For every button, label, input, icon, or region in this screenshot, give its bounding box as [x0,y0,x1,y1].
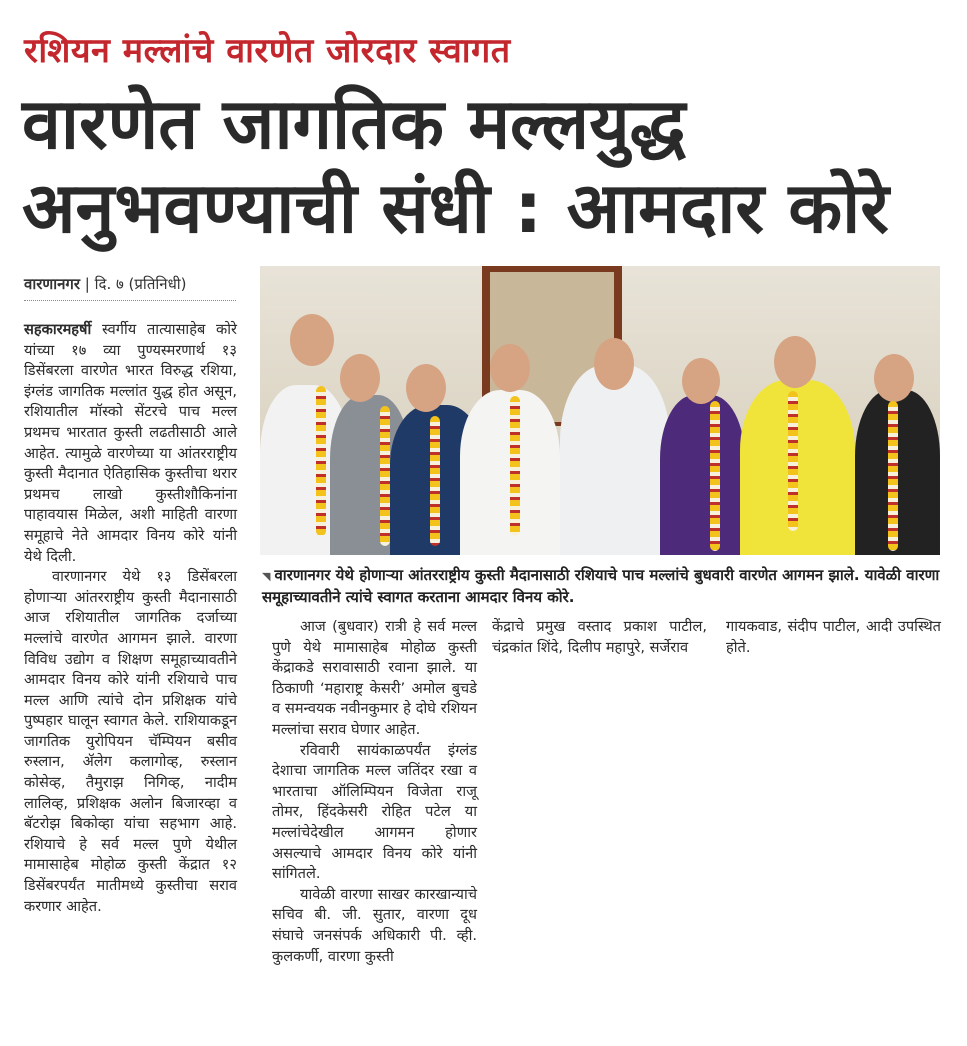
dateline [24,274,187,294]
lead-bold: सहकारमहर्षी [24,321,92,338]
paragraph-6: केंद्राचे प्रमुख वस्ताद प्रकाश पाटील, चंद्रकांत शिंदे, दिलीप महापुरे, सर्जेराव [492,618,707,656]
headline-line-2: अनुभवण्याची संधी : आमदार कोरे [22,167,889,249]
article-column-1 [24,320,237,917]
paragraph-2: वारणानगर येथे १३ डिसेंबरला होणाऱ्या आंतरराष्ट्रीय कुस्ती मैदानासाठी आज रशियातील जागतिक दर्जाच्या मल्लांचे वारणेत आगमन झाले. वारणा विविध उद्योग व शिक्षण समूहाच्यावतीने आमदार विनय कोरे यांनी रशियाचे पाच मल्ल आणि त्यांचे दोन प्रशिक्षक यांचे पुष्पहार घालून स्वागत केले. राशियाकडून जागतिक युरोपियन चॅम्पियन बसीव रुस्लान, ॲलेग कलागोव्ह, रुस्लान कोसेव्ह, तैमुराझ निगिव्ह, नादीम लालिव्ह, प्रशिक्षक अलोन बिजारव्हा व बॅटरोझ बिकोव्हा यांचा सहभाग आहे. रशियाचे हे सर्व मल्ल पुणे येथील मामासाहेब मोहोळ कुस्ती केंद्रात १२ डिसेंबरपर्यंत मातीमध्ये कुस्तीचा सराव करणार आहेत. [24,568,237,915]
main-headline [22,82,957,250]
article-column-3 [492,617,707,658]
article-column-4 [726,617,941,658]
article-column-2 [272,617,477,967]
photo-caption [262,565,942,608]
dateline-rest: | दि. ७ (प्रतिनिधी) [80,275,187,293]
divider [24,300,236,301]
paragraph-7: गायकवाड, संदीप पाटील, आदी उपस्थित होते. [726,618,941,656]
paragraph-3: आज (बुधवार) रात्री हे सर्व मल्ल पुणे येथे मामासाहेब मोहोळ कुस्ती केंद्राकडे सरावासाठी रवाना झाले. या ठिकाणी ‘महाराष्ट्र केसरी’ अमोल बुचडे व समन्वयक नवीनकुमार हे दोघे रशियन मल्लांचा सराव घेणार आहेत. [272,618,477,738]
paragraph-4: रविवारी सायंकाळपर्यंत इंग्लंड देशाचा जागतिक मल्ल जतिंदर रखा व भारताचा ऑलिम्पियन विजेता राजू तोमर, हिंदकेसरी रोहित पटेल या मल्लांचेदेखील आगमन होणार असल्याचे आमदार विनय कोरे यांनी सांगितले. [272,741,477,883]
paragraph-5: यावेळी वारणा साखर कारखान्याचे सचिव बी. जी. सुतार, वारणा दूध संघाचे जनसंपर्क अधिकारी पी. व्ही. कुलकर्णी, वारणा कुस्ती [272,885,477,965]
news-photo [260,266,940,555]
headline-line-1: वारणेत जागतिक मल्लयुद्ध [22,83,686,165]
paragraph-1-text: स्वर्गीय तात्यासाहेब कोरे यांच्या १७ व्या पुण्यस्मरणार्थ १३ डिसेंबरला वारणेत भारत विरुद्ध रशिया, इंग्लंड जागतिक मल्लांत युद्ध होत असून, रशियातील मॉस्को सेंटरचे पाच मल्ल प्रथमच भारतात कुस्ती लढतीसाठी आले आहेत. त्यामुळे वारणेच्या या आंतरराष्ट्रीय कुस्ती मैदानात ऐतिहासिक कुस्तीचा थरार प्रथमच लाखो कुस्तीशौकिनांना पाहावयास मिळेल, अशी माहिती वारणा समूहाचे नेते आमदार विनय कोरे यांनी येथे दिली. [24,321,237,565]
kicker-headline: रशियन मल्लांचे वारणेत जोरदार स्वागत [24,31,511,71]
dateline-place: वारणानगर [24,275,80,293]
caption-text: वारणानगर येथे होणाऱ्या आंतरराष्ट्रीय कुस्ती मैदानासाठी रशियाचे पाच मल्लांचे बुधवारी वारणेत आगमन झाले. यावेळी वारणा समूहाच्यावतीने त्यांचे स्वागत करताना आमदार विनय कोरे. [262,566,940,606]
caption-marker-icon: ◥ [262,570,271,583]
paragraph-1 [24,320,237,567]
